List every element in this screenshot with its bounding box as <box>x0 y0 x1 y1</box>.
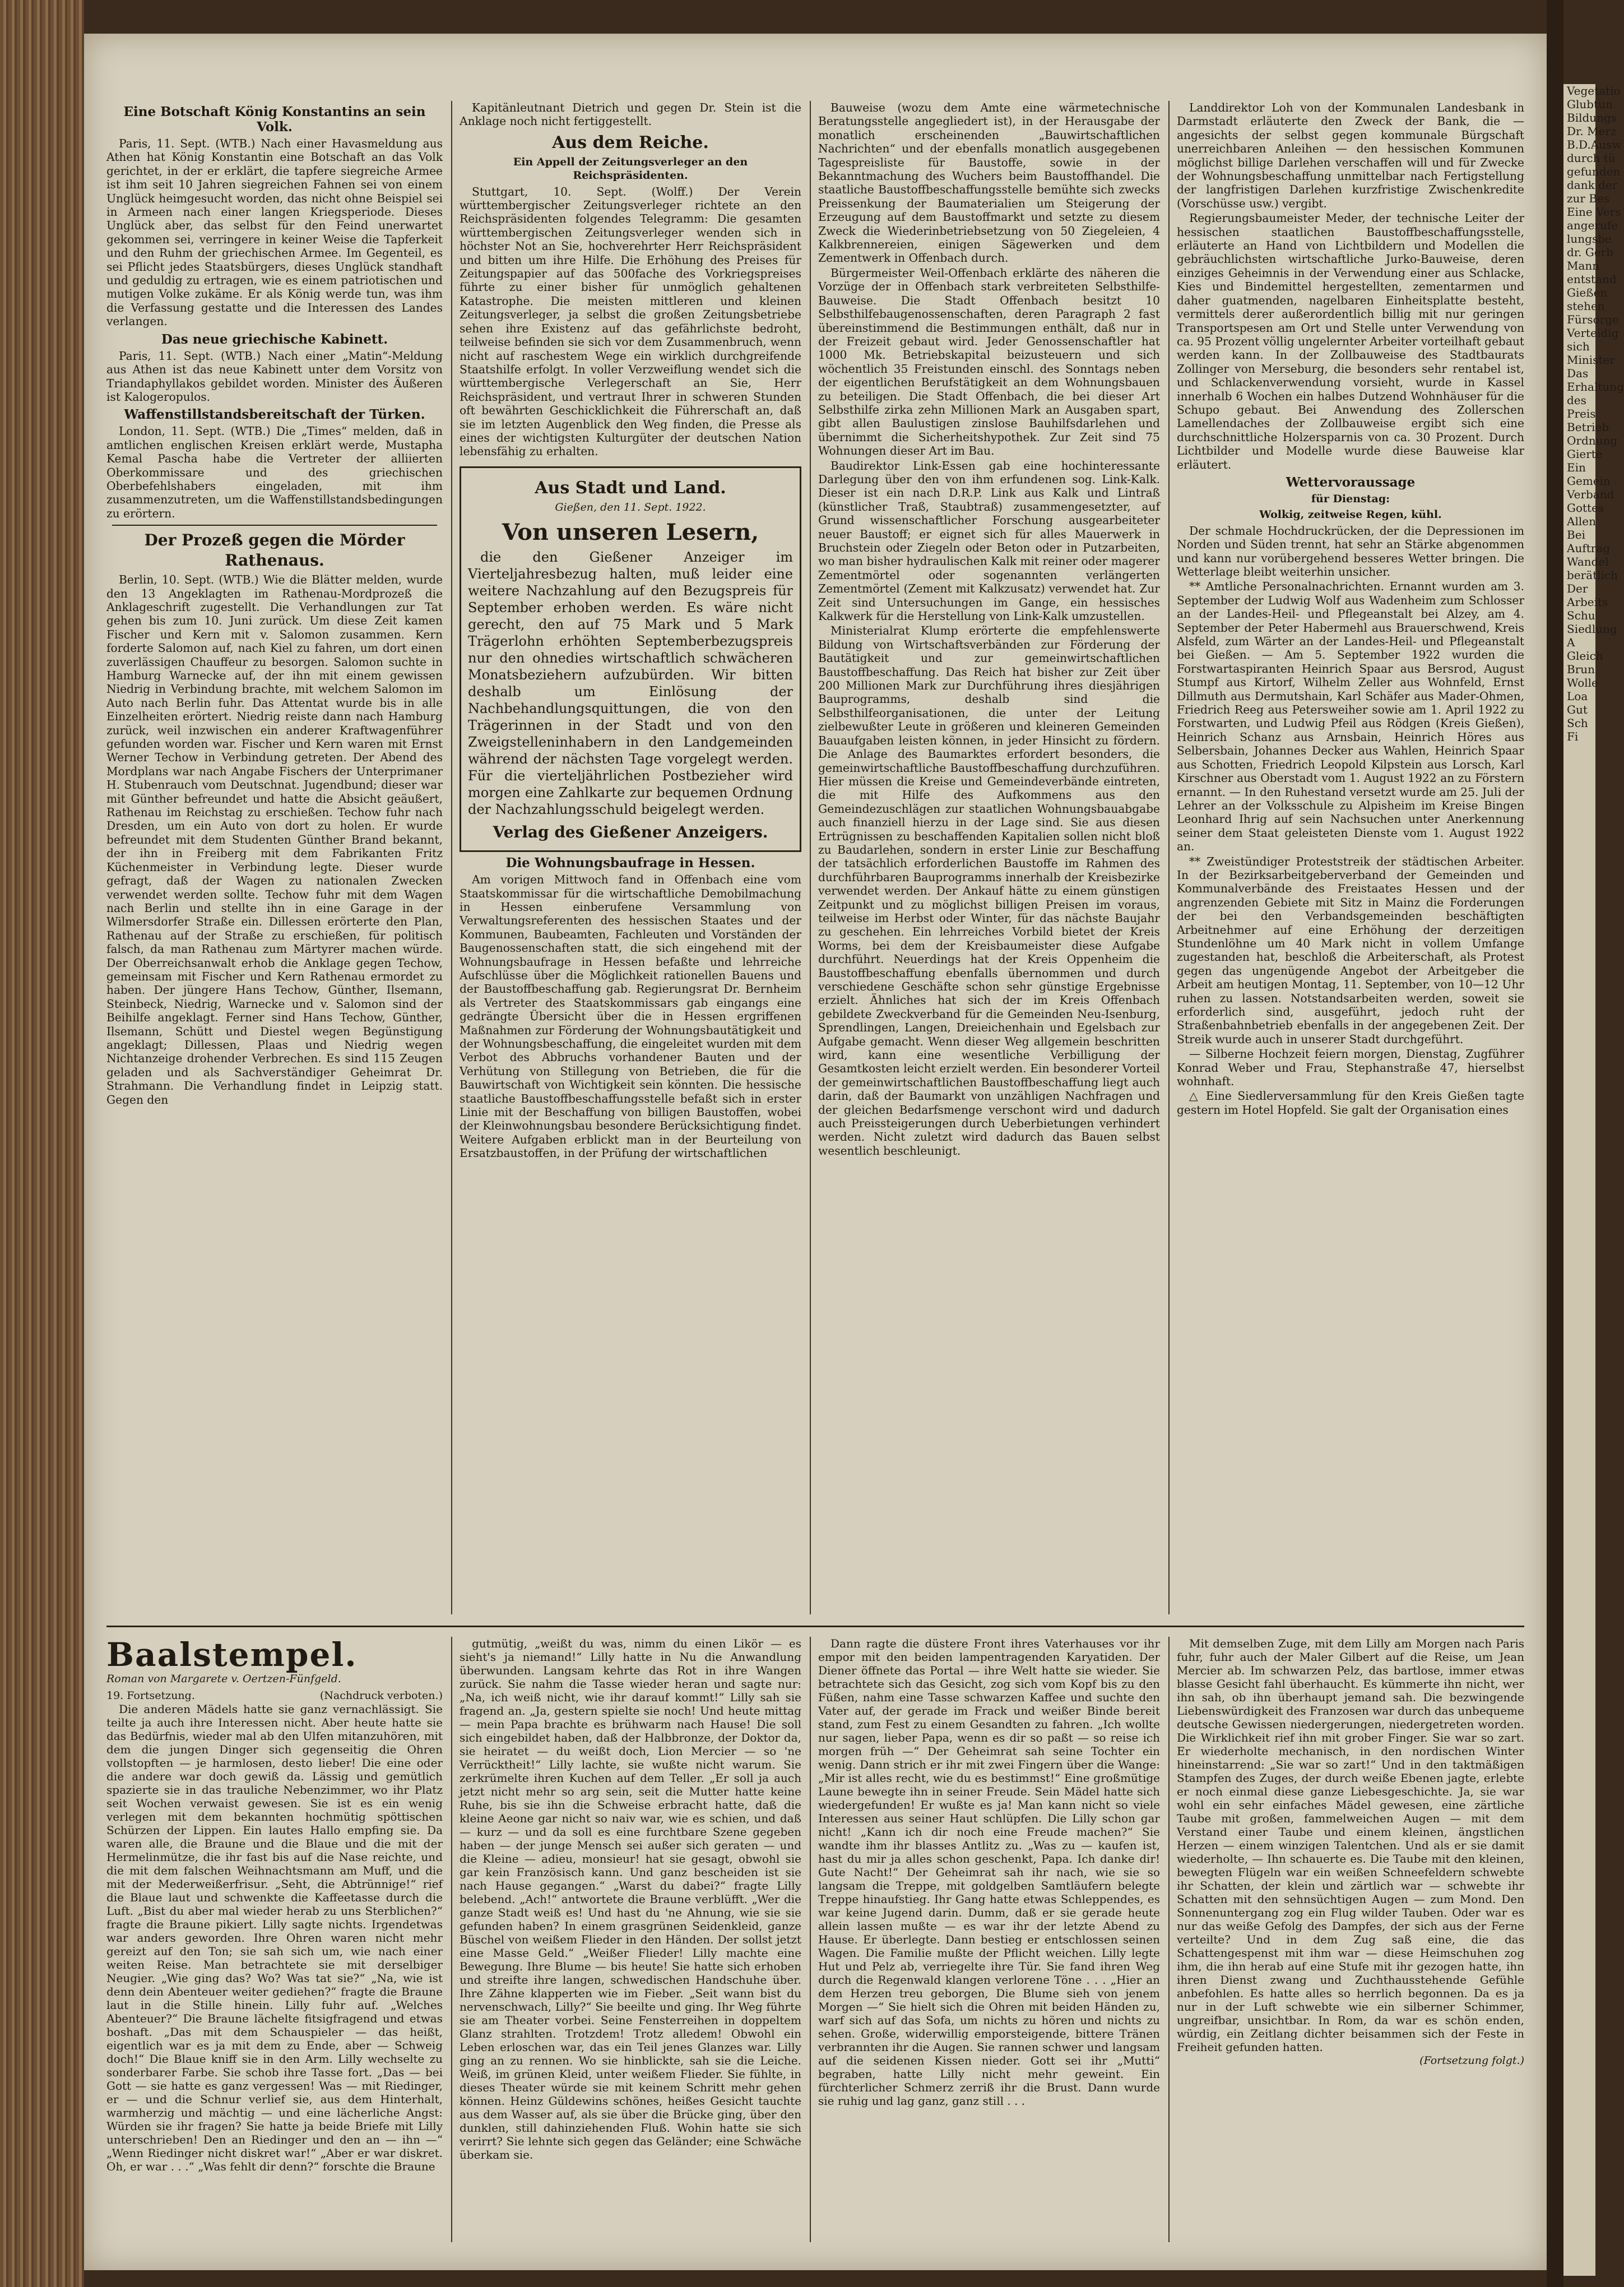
facing-page-line: A <box>1567 636 1575 649</box>
facing-page-line: Loa <box>1567 689 1588 703</box>
page-gutter <box>1547 0 1563 2287</box>
facing-page-line: Ein <box>1567 461 1586 474</box>
column-rule <box>810 101 811 1614</box>
facing-page-line: dr. Gerb <box>1567 246 1614 259</box>
facing-page-line: Das <box>1567 367 1589 380</box>
divider <box>112 525 437 526</box>
facing-page-line: zur Bes <box>1567 192 1610 205</box>
facing-page-line: dank der <box>1567 178 1618 192</box>
weather-summary: Wolkig, zeitweise Regen, kühl. <box>1259 508 1442 521</box>
article-text: — Silberne Hochzeit feiern morgen, Dienstag, Zugführer Konrad Weber und Frau, Stephanstraße 47, hierselbst wohnhaft. <box>1177 1047 1524 1089</box>
article-heading-kabinett: Das neue griechische Kabinett. <box>161 331 388 347</box>
serial-text: Dann ragte die düstere Front ihres Vaterhauses vor ihr empor mit den beiden lampentragenden Karyatiden. Der Diener öffnete das Portal — ihre Welt hatte sie wieder. Sie betrachtete sich das Gesicht, zog sich vom Kopf bis zu den Füßen, nahm eine Tasse schwarzen Kaffee und suchte den Vater auf, der gerade im Frack und weißer Binde bereit stand, zum Fest zu einem Gesandten zu fahren. „Ich wollte nur sagen, lieber Papa, wenn es dir so paßt — so reise ich morgen früh —“ Der Geheimrat sah seine Tochter ein wenig. Dann strich er ihr mit zwei Fingern über die Wange: „Mir ist alles recht, wie du es bestimmst!“ Eine großmütige Laune bewegte ihn in seiner Freude. Sein Mädel hatte sich wiedergefunden! Er wußte es ja! Man kann nicht so viele Interessen aus seiner Haut schlüpfen. Die Lilly schon gar nicht! „Kann ich dir noch eine Freude machen?“ Sie wandte ihm ihr blasses Antlitz zu. „Was zu — kaufen ist, hast du mir ja alles schon geschenkt, Papa. Ich danke dir! Gute Nacht!“ Der Geheimrat sah ihr nach, wie sie so langsam die Treppe, mit goldgelben Samtläufern belegte Treppe hinaufstieg. Ihr Gang hatte etwas Schleppendes, es war keine Jugend darin. Dumm, daß er sie gerade heute allein lassen mußte — es war ihr der letzte Abend zu Hause. Er überlegte. Dann bestieg er entschlossen seinen Wagen. Die Familie mußte der Pflicht weichen. Lilly legte Hut und Pelz ab, verriegelte ihre Tür. Sie fand ihren Weg durch die Regenwald klangen verlorene Töne . . . „Hier an dem Herzen treu geborgen, Die Blume sieh von jenem Morgen —“ Sie hielt sich die Ohren mit beiden Händen zu, warf sich auf das Sofa, um nichts zu hören und nichts zu sehen. Große, widerwillig emporsteigende, bittere Tränen verbrannten ihr die Augen. Sie rannen schwer und langsam auf die seidenen Kissen nieder. Gott sei ihr „Mutti“ begraben, hatte Lilly nicht mehr geweint. Ein fürchterlicher Schmerz zerriß ihr die Brust. Dann wurde sie ruhig und lag ganz, ganz still . . . <box>818 1637 1160 2108</box>
article-text: Paris, 11. Sept. (WTB.) Nach einer Havasmeldung aus Athen hat König Konstantin eine Botschaft an das Volk gerichtet, in der er erklärt, die tapfere siegreiche Armee ist ihm seit 10 Jahren siegreichen Fahnen sei von einem Unglück heimgesucht worden, das nicht ohne Beispiel sei in Armeen nach einer langen Kriegsperiode. Dieses Unglück aber, das selbst für den Feind unerwartet gekommen sei, verringere in keiner Weise die Tapferkeit und den Ruhm der griechischen Armee. Im Gegenteil, es sei Pflicht jedes Staatsbürgers, dieses Unglück standhaft und geduldig zu ertragen, wie es einem patriotischen und mutigen Volke zukäme. Er als König werde tun, was ihm die Verfassung gestatte und die Interessen des Landes verlangen. <box>106 137 443 328</box>
facing-page-line: Dr. Merz <box>1567 124 1617 138</box>
facing-page-line: Wandel <box>1567 555 1609 568</box>
column-1 <box>106 101 443 1620</box>
article-text: Baudirektor Link-Essen gab eine hochinteressante Darlegung über den von ihm erfundenen sog. Link-Kalk. Dieser ist ein nach D.R.P. Link aus Kalk und Lintraß (künstlicher Traß, Staubtraß) zusammengesetzter, auf Grund wissenschaftlicher Forschung ausgearbeiteter neuer Baustoff; er eignet sich für alles Mauerwerk in Bruchstein oder Ziegeln oder Beton oder in Putzarbeiten, wo man bisher hydraulischen Kalk mit reiner oder magerer Zementmörtel oder sogenannten verlängerten Zementmörtel (Zement mit Kalkzusatz) verwendet hat. Zur Zeit sind Untersuchungen im Gange, ein hessisches Kalkwerk für die Herstellung von Link-Kalk umzustellen. <box>818 459 1160 623</box>
article-heading-rathenau: Der Prozeß gegen die Mörder Rathenaus. <box>144 531 405 570</box>
article-text: ** Amtliche Personalnachrichten. Ernannt wurden am 3. September der Ludwig Wolf aus Wadenheim zum Schlosser an der Landes-Heil- und Pflegeanstalt bei Alzey, am 4. September der Peter Habermehl aus Brauerschwend, Kreis Alsfeld, zum Wärter an der Landes-Heil- und Pflegeanstalt bei Gießen. — Am 5. September 1922 wurden die Forstwartaspiranten Heinrich Spaar aus Bersrod, August Stumpf aus Kirtorf, Wilhelm Zeller aus Wohnfeld, Ernst Dillmuth aus Dermutshain, Karl Schäfer aus Mader-Ohmen, Friedrich Reeg aus Petersweiher sowie am 1. April 1922 zu Forstwarten, und Ludwig Pfeil aus Rödgen (Kreis Gießen), Heinrich Schanz aus Arnsbain, Heinrich Höres aus Selbersbain, Johannes Decker aus Wahlen, Heinrich Spaar aus Schotten, Friedrich Leopold Kilpstein aus Lorsch, Karl Kirschner aus Oberstadt vom 1. August 1922 an zu Förstern ernannt. — In den Ruhestand versetzt wurde am 25. Juli der Lehrer an der Volksschule zu Alpisheim im Kreise Bingen Leonhard Ihrig auf sein Nachsuchen unter Anerkennung seiner dem Staat geleisteten Dienste vom 1. August 1922 an. <box>1177 580 1524 854</box>
facing-page-line: Auftrag <box>1567 541 1611 555</box>
weather-heading: Wettervoraussage <box>1286 474 1416 490</box>
notice-heading: Von unseren Lesern, <box>502 519 759 546</box>
article-heading-konstantin: Eine Botschaft König Konstantins an sein Volk. <box>123 104 426 135</box>
article-text: Kapitänleutnant Dietrich und gegen Dr. Stein ist die Anklage noch nicht fertiggestellt. <box>460 101 801 128</box>
article-text: Am vorigen Mittwoch fand in Offenbach eine vom Staatskommissar für die wirtschaftliche Demobilmachung in Hessen einberufene Versammlung von Verwaltungsreferenten des hessischen Staates und der Kommunen, Baubeamten, Fachleuten und Vorständen der Baugenossenschaften statt, die sich eingehend mit der Wohnungsbaufrage in Hessen befaßte und lehrreiche Aufschlüsse über die Möglichkeit rationellen Bauens und der Baustoffbeschaffung gab. Regierungsrat Dr. Bernheim als Vertreter des Staatskommissars gab eingangs eine gedrängte Übersicht über die in Hessen ergriffenen Maßnahmen zur Förderung der Wohnungsbautätigkeit und der Wohnungsbeschaffung, die eingeleitet wurden mit dem Verbot des Abbruchs vorhandener Bauten und der Verhütung von Stillegung von Betrieben, die für die Bauwirtschaft von Wichtigkeit sein könnten. Die hessische staatliche Baustoffbeschaffungsstelle befaßt sich in erster Linie mit der Beschaffung von billigen Baustoffen, wobei der Kleinwohnungsbau besondere Berücksichtigung findet. Weitere Aufgaben erblickt man in der Beurteilung von Ersatzbaustoffen, in der Prüfung der wirtschaftlichen <box>460 873 801 1160</box>
article-subheading: Ein Appell der Zeitungsverleger an den Reichspräsidenten. <box>513 155 748 182</box>
column-rule <box>1168 101 1170 1614</box>
facing-page-text <box>1563 84 1624 743</box>
facing-page-line: Bei <box>1567 528 1585 541</box>
facing-page-line: Fürsorge <box>1567 313 1619 326</box>
facing-page-line: Gottes <box>1567 501 1604 515</box>
facing-page-line: entstand <box>1567 272 1617 286</box>
facing-page-line: lungsbe <box>1567 232 1612 246</box>
serial-column-1 <box>106 1637 443 2248</box>
facing-page-line: Brun <box>1567 663 1595 676</box>
serial-text: gutmütig, „weißt du was, nimm du einen Likör — es sieht's ja niemand!“ Lilly hatte in Nu die Anwandlung überwunden. Langsam kehrte das Rot in ihre Wangen zurück. Sie nahm die Tasse wieder heran und sagte nur: „Na, ich weiß nicht, wie ihr darauf kommt!“ Lilly sah sie fragend an. „Ja, gestern spielte sie noch! Und heute mittag — mein Papa brachte es brühwarm nach Hause! Die soll sich eingebildet haben, daß der Halbbronze, der Doktor da, sie heiratet — du weißt doch, Lion Mercier — so 'ne Verrücktheit!“ Lilly lachte, sie wußte nicht warum. Sie zerkrümelte ihren Kuchen auf dem Teller. „Er soll ja auch jetzt nicht mehr so arg sein, seit die Mutter hatte keine Ruhe, bis sie ihn die Schweise erbracht hatte, daß die kleine Aeone gar nicht so naiv war, wie es schien, und daß — kurz — und da soll es eine furchtbare Szene gegeben haben — der junge Mensch sei außer sich geraten — und die Kleine — adieu, monsieur! hat sie gesagt, obwohl sie gar kein Französisch kann. Und ganz bescheiden ist sie nach Hause gegangen.“ „Warst du dabei?“ fragte Lilly belebend. „Ach!“ antwortete die Braune verblüfft. „Wer die ganze Stadt weiß es! Und hast du 'ne Ahnung, wie sie sie gefunden haben? In einem grasgrünen Seidenkleid, ganze Büschel von weißem Flieder in den Händen. Der sollst jetzt eine Masse Geld.“ „Weißer Flieder! Lilly machte eine Bewegung. Ihre Blume — bis heute! Sie hatte sich erhoben und streifte ihre langen, schwedischen Handschuhe über. Ihre Zähne klapperten wie im Fieber. „Seit wann bist du nervenschwach, Lilly?“ Sie beeilte und ging. Ihr Weg führte sie am Theater vorbei. Seine Fensterreihen in doppeltem Glanz strahlten. Trotzdem! Trotz alledem! Obwohl ein Leben erloschen war, das ein Teil jenes Glanzes war. Lilly ging an zu rennen. Wo sie hinblickte, sah sie die Leiche. Weiß, im grünen Kleid, unter weißem Flieder. Sie fühlte, in dieses Theater würde sie mit keinem Schritt mehr gehen können. Heinz Güldewins schönes, heißes Gesicht tauchte aus dem Wasser auf, als sie über die Brücke ging, über den dunklen, still dahinziehenden Fluß. Wohin hatte sie sich verirrt? Sie lehnte sich gegen das Geländer; eine Schwäche überkam sie. <box>460 1637 801 2161</box>
section-heading-reich: Aus dem Reiche. <box>552 132 709 152</box>
facing-page-line: Gemein <box>1567 474 1611 488</box>
article-text: ** Zweistündiger Proteststreik der städtischen Arbeiter. In der Bezirksarbeitgeberverband der Gemeinden und Kommunalverbände des Freistaates Hessen und der angrenzenden Gebiete mit Sitz in Mainz die Forderungen der bei den Verbandsgemeinden beschäftigten Arbeitnehmer auf eine Erhöhung der derzeitigen Stundenlöhne um 40 Mark nicht in vollem Umfange zugestanden hat, beschloß die Arbeiterschaft, als Protest gegen das ungenügende Angebot der Arbeitgeber die Arbeit am heutigen Montag, 11. September, von 10—12 Uhr ruhen zu lassen. Notstandsarbeiten werden, soweit sie erforderlich sind, ausgeführt, jedoch ruht der Straßenbahnbetrieb ebenfalls in der angegebenen Zeit. Der Streik wurde auch in unserer Stadt durchgeführt. <box>1177 854 1524 1046</box>
article-text: London, 11. Sept. (WTB.) Die „Times“ melden, daß in amtlichen englischen Kreisen erklärt werde, Mustapha Kemal Pascha habe die Vertreter der alliierten Oberkommissare und des griechischen Oberbefehlshabers eingeladen, mit ihm zusammenzutreten, um die Waffenstillstandsbedingungen zu erörtern. <box>106 424 443 520</box>
facing-page-line: Betrieb <box>1567 420 1609 434</box>
facing-page-line: Der <box>1567 582 1588 595</box>
article-text: Berlin, 10. Sept. (WTB.) Wie die Blätter melden, wurde den 13 Angeklagten im Rathenau-Mordprozeß die Anklageschrift zugestellt. Die Verhandlungen zur Tat gehen bis zum 10. Juni zurück. Um diese Zeit kamen Fischer und Kern mit v. Salomon zusammen. Kern forderte Salomon auf, nach Kiel zu fahren, um dort einen zuverlässigen Chauffeur zu besorgen. Salomon suchte in Hamburg Warnecke auf, der ihn mit einem gewissen Niedrig in Verbindung brachte, mit welchem Salomon im Auto nach Berlin fuhr. Das Attentat wurde bis in alle Einzelheiten erörtert. Niedrig reiste dann nach Hamburg zurück, weil inzwischen ein anderer Kraftwagenführer gefunden worden war. Fischer und Kern waren mit Ernst Werner Techow in Verbindung getreten. Der Abend des Mordplans war nach Angabe Fischers der Unterprimaner H. Stubenrauch vom Deutschnat. Jugendbund; dieser war mit Günther befreundet und hatte die Absicht geäußert, Rathenau im Reichstag zu erschießen. Techow fuhr nach Dresden, um ein Auto von dort zu holen. Er wurde befreundet mit dem Studenten Günther Brand bekannt, der ihn in Freiberg mit dem Fabrikanten Fritz Küchenmeister in Verbindung legte. Dieser wurde gefragt, daß der Wagen zu nationalen Zwecken verwendet werden sollte. Techow fuhr mit dem Wagen nach Berlin und stellte ihn in eine Garage in der Wilmersdorfer Straße ein. Dillessen erörterte den Plan, Rathenau auf der Straße zu erschießen, für politisch falsch, da man Rathenau zum Märtyrer machen würde. Der Oberreichsanwalt erhob die Anklage gegen Techow, gemeinsam mit Fischer und Kern Rathenau ermordet zu haben. Der jüngere Hans Techow, Günther, Ilsemann, Steinbeck, Niedrig, Warnecke und v. Salomon sind der Beihilfe angeklagt. Ferner sind Hans Techow, Günther, Ilsemann, Schütt und Diestel wegen Begünstigung angeklagt; Dillessen, Plaas und Niedrig wegen Nichtanzeige drohender Verbrechen. Es sind 115 Zeugen geladen und als Sachverständiger Geheimrat Dr. Strahmann. Die Verhandlung findet in Leipzig statt. Gegen den <box>106 573 443 1107</box>
facing-page-line: Vegetatio <box>1567 84 1621 98</box>
article-text: △ Eine Siedlerversammlung für den Kreis Gießen tagte gestern im Hotel Hopfeld. Sie galt der Organisation eines <box>1177 1089 1524 1117</box>
facing-page-line: B.D.Ausw <box>1567 138 1622 151</box>
facing-page-line: Allen <box>1567 515 1596 528</box>
weather-text: Der schmale Hochdruckrücken, der die Depressionen im Norden und Süden trennt, hat sehr an Stärke abgenommen und kann nur vorübergehend besseres Wetter bringen. Die Wetterlage bleibt weiterhin unsicher. <box>1177 524 1524 578</box>
facing-page-line: Sch <box>1567 716 1588 730</box>
facing-page-line: des <box>1567 393 1586 407</box>
facing-page-line: berätlich <box>1567 568 1618 582</box>
notice-signature: Verlag des Gießener Anzeigers. <box>493 823 768 842</box>
serial-continuation: 19. Fortsetzung. <box>106 1689 195 1702</box>
serial-author: Roman von Margarete v. Oertzen-Fünfgeld. <box>106 1673 341 1685</box>
notice-box <box>460 466 801 852</box>
column-2 <box>460 101 801 1620</box>
facing-page-line: gefunden <box>1567 165 1621 178</box>
serial-column-2 <box>460 1637 801 2248</box>
facing-page-line: Gut <box>1567 703 1588 716</box>
facing-page-line: Minister <box>1567 353 1615 367</box>
column-rule <box>1168 1637 1170 2242</box>
serial-text: Die anderen Mädels hatte sie ganz vernachlässigt. Sie teilte ja auch ihre Interessen nicht. Aber heute hatte sie das Bedürfnis, wieder mal ab den Ulfen mitanzuhören, mit dem die jungen Dinger sich gegenseitig die Ohren vollstopften — je harmlosen, desto lieber! Die eine oder die andere war doch gewiß da. Lässig und gemütlich spazierte sie in das trauliche Nebenzimmer, wo ihr Platz seit Wochen verwaist gewesen. Sie ist es ein wenig verlegen mit dem bekannten hochmütig spöttischen Schürzen der Lippen. Ein lautes Hallo empfing sie. Da waren alle, die Braune und die Blaue und die mit der Hermelinmütze, die ihr fast bis auf die Nase reichte, und die mit dem falschen Weihnachtsmann am Muff, und die mit der Mederweißerfrisur. „Seht, die Abtrünnige!“ rief die Blaue laut und schwenkte die Kaffeetasse durch die Luft. „Bist du aber mal wieder herab zu uns Sterblichen?“ fragte die Braune pikiert. Lilly sagte nichts. Irgendetwas war anders geworden. Ihre Ohren waren nicht mehr gereizt auf den Ton; sie sah sich um, wie nach einer weiten Reise. Man betrachtete sie mit derselbiger Neugier. „Wie ging das? Wo? Was tat sie?“ „Na, wie ist denn dein Abenteuer weiter gediehen?“ fragte die Braune laut in die Stille hinein. Lilly fuhr auf. „Welches Abenteuer?“ Die Braune lächelte fitsigfragend und etwas boshaft. „Das mit dem Schauspieler — das heißt, eigentlich war es ja mit dem zu Ende, aber — Schweig doch!“ Die Blaue kniff sie in den Arm. Lilly wechselte zu sonderbarer Farbe. Sie schob ihre Tasse fort. „Das — bei Gott — sie hatte es ganz vergessen! Was — mit Riedinger, er — und die Schnur verlief sie, aus dem Hinterhalt, warmherzig und mächtig — und eine lächerliche Angst: Würden sie ihr fragen? Sie hatte ja beide Briefe mit Lilly unterschrieben! Den an Riedinger und den an — ihn —“ „Wenn Riedinger nicht diskret war!“ „Aber er war diskret. Oh, er war . . .“ „Was fehlt dir denn?“ forschte die Braune <box>106 1702 443 2173</box>
column-rule <box>451 101 452 1614</box>
column-3 <box>818 101 1160 1620</box>
article-heading-tuerken: Waffenstillstandsbereitschaft der Türken. <box>124 407 425 423</box>
facing-page-line: sich <box>1567 340 1590 353</box>
newspaper-page <box>84 34 1547 2270</box>
article-text: Bauweise (wozu dem Amte eine wärmetechnische Beratungsstelle angegliedert ist), in der Herausgabe der monatlich erscheinenden „Bauwirtschaftlichen Nachrichten“ und der ebenfalls monatlich ausgegebenen Tagespreisliste für Baustoffe, sowie in der Bekanntmachung des Wuchers beim Baustoffhandel. Die staatliche Baustoffbeschaffungsstelle bemühte sich zwecks Preissenkung der Baumaterialien um Steigerung der Erzeugung auf dem Baustoffmarkt und setzte zu diesem Zweck die Wiederinbetriebsetzung von 50 Ziegeleien, 4 Kalkbrennereien, einigen Sägewerken und dem Zementwerk in Offenbach durch. <box>818 101 1160 265</box>
column-rule <box>810 1637 811 2242</box>
reprint-notice: (Nachdruck verboten.) <box>319 1689 443 1702</box>
dateline: Gießen, den 11. Sept. 1922. <box>555 501 706 513</box>
column-rule <box>451 1637 452 2242</box>
facing-page-line: Gierte <box>1567 447 1603 461</box>
facing-page-line: Gleich <box>1567 649 1603 663</box>
facing-page-line: Siedlung <box>1567 622 1617 636</box>
article-text: Landdirektor Loh von der Kommunalen Landesbank in Darmstadt erläuterte den Zweck der Bank, die — angesichts der selbst gegen kommunale Bürgschaft unerreichbaren Anleihen — den hessischen Kommunen möglichst billige Darlehen verschaffen will und für Zwecke der Wohnungsbeschaffung unmittelbar nach Fertigstellung der langfristigen Darlehen kurzfristige Zwischenkredite (Vorschüsse usw.) vergibt. <box>1177 101 1524 210</box>
serial-title: Baalstempel. <box>106 1636 358 1674</box>
facing-page-line: angerufe <box>1567 219 1618 232</box>
facing-page-line: stehen <box>1567 299 1605 313</box>
article-text: Regierungsbaumeister Meder, der technische Leiter der hessischen staatlichen Baustoffbeschaffungsstelle, erläuterte an Hand von Lichtbildern und Modellen die gebräuchlichsten wirtschaftliche Jurko-Bauweise, deren einziges Geheimnis in der Verwendung einer aus Schlacke, Kies und Bindemittel hergestellten, zementarmen und daher guatmenden, nagelbaren Einheitsplatte besteht, vermittels derer außerordentlich billig mit nur geringen Transportspesen am Ort und Stelle unter Verwendung von ca. 95 Prozent völlig ungelernter Arbeiter vorteilhaft gebaut werden kann. In der Zollbauweise des Stadtbaurats Zollinger von Merseburg, die besonders sehr rentabel ist, und Schlackenverwendung vorsieht, wurde in Kassel innerhalb 6 Wochen ein halbes Dutzend Wohnhäuser für die Schupo gebaut. Bei Anwendung des Zollerschen Lamellendaches der Zollbauweise ergibt sich eine durchschnittliche Holzersparnis von ca. 30 Prozent. Durch Lichtbilder und Modelle wurde diese Bauweise klar erläutert. <box>1177 211 1524 471</box>
facing-page-line: durch tü <box>1567 151 1616 165</box>
facing-page-line: Preis <box>1567 407 1596 420</box>
article-text: Stuttgart, 10. Sept. (Wolff.) Der Verein württembergischer Zeitungsverleger richtete an den Reichspräsidenten folgendes Telegramm: Die gesamten württembergischen Zeitungsverleger wenden sich in höchster Not an Sie, hochverehrter Herr Reichspräsident und bitten um ihre Hilfe. Die Erhöhung des Preises für Zeitungspapier auf das 500fache des Vorkriegspreises führte zu einer bisher für unmöglich gehaltenen Katastrophe. Die meisten mittleren und kleinen Zeitungsverleger, ja selbst die großen Zeitungsbetriebe sehen ihre Existenz auf das gefährlichste bedroht, teilweise befinden sie sich vor dem Zusammenbruch, wenn nicht auf raschestem Wege ein wirklich durchgreifende Staatshilfe erfolgt. In voller Verzweiflung wendet sich die württembergische Verlegerschaft an Sie, Herr Reichspräsident, und vertraut Ihrer in schweren Stunden oft bewährten Geschicklichkeit die Führerschaft an, daß sie im letzten Augenblick den Weg finden, die Presse als eines der wichtigsten Kulturgüter der deutschen Nation lebensfähig zu erhalten. <box>460 184 801 459</box>
facing-page-line: Fi <box>1567 730 1579 743</box>
serial-text: Mit demselben Zuge, mit dem Lilly am Morgen nach Paris fuhr, fuhr auch der Maler Gilbert auf die Reise, um Jean Mercier ab. Im schwarzen Pelz, das bartlose, immer etwas blasse Gesicht fahl überhaucht. Es kümmerte ihn nicht, wer ihn sah, ob ihn überhaupt jemand sah. Die bezwingende Liebenswürdigkeit des Franzosen war durch das unbequeme deutsche Gewissen niedergerungen, niedergetreten worden. Die Wirklichkeit rief ihn mit grober Finger. Sie war so zart. Er wiederholte mechanisch, in den nordischen Winter hineinstarrend: „Sie war so zart!“ Und in den taktmäßigen Stampfen des Zuges, der durch weiße Ebenen jagte, erlebte er noch einmal diese ganze Liebesgeschichte. Ja, sie war wohl ein sehr einfaches Mädel gewesen, eine zärtliche Taube mit großen, fammelweichen Augen — mit dem Verstand einer Taube und einem kleinen, ängstlichen Herzen — einem winzigen Talentchen. Und als er sie damit wiederholte, — Ihn schauerte es. Die Taube mit den kleinen, bewegten Flügeln war ein weißen Schneefeldern schwebte ihr Schatten, der klein und zärtlich war — schwebte ihr Schatten mit den sehnsüchtigen Augen — zum Mond. Den Sonnenuntergang zog ein Flug wilder Tauben. Oder war es nur das weiße Gefolg des Dampfes, der sich aus der Ferne verteilte? Und in dem Zug saß eine, die das Schattengespenst mit ihm war — diese Heimschuhen zog ihm, die ihn herab auf eine Stufe mit ihr gezogen hatte, ihn ihren Dienst zwang und Zuchthausstehende Gefühle anbefohlen. Es hatte alles so herrlich begonnen. Da es ja nur in der Luft schwebte wie ein silberner Schimmer, ungreifbar, unsichtbar. In Rom, da war es schön enden, würdig, ein Zeitlang dichter beisammen sich der Feste in Freiheit gefunden hatten. <box>1177 1637 1524 2054</box>
facing-page-line: Arbeits <box>1567 595 1608 609</box>
article-text: Bürgermeister Weil-Offenbach erklärte des näheren die Vorzüge der in Offenbach stark verbreiteten Selbsthilfe-Bauweise. Die Stadt Offenbach besitzt 10 Selbsthilfebaugenossenschaften, deren Paragraph 2 fast übereinstimmend die Bestimmungen enthält, daß nur in der Freizeit gebaut wird. Jeder Genossenschaftler hat 1000 Mk. Betriebskapital beizusteuern und sich wöchentlich 35 Freistunden einschl. des Sonntags neben der eigentlichen Berufstätigkeit an dem Wohnungsbauen zu beteiligen. Die Stadt Offenbach, die bei dieser Art Selbsthilfe zirka zehn Millionen Mark an Ausgaben spart, gibt allen Baulustigen zinslose Bauhilfsdarlehen und übernimmt die Sicherheitshypothek. Zur Zeit sind 75 Wohnungen dieser Art im Bau. <box>818 266 1160 458</box>
notice-text: die den Gießener Anzeiger im Vierteljahresbezug halten, muß leider eine weitere Nachzahlung auf den Bezugspreis für September erhoben werden. Es wäre nicht gerecht, den auf 75 Mark und 5 Mark Trägerlohn erhöhten Septemberbezugspreis nur den ohnedies wirtschaftlich schwächeren Monatsbeziehern aufzubürden. Wir bitten deshalb um Einlösung der Nachbehandlungsquittungen, die von den Trägerinnen in der Stadt und von den Zweigstelleninhabern in den Landgemeinden während der nächsten Tage vorgelegt werden. Für die vierteljährlichen Postbezieher wird morgen eine Zahlkarte zur bequemen Ordnung der Nachzahlungsschuld beigelegt werden. <box>468 549 793 818</box>
facing-page-line: Gießen <box>1567 286 1608 299</box>
serial-column-4 <box>1177 1637 1524 2231</box>
article-heading-wohnungsbau: Die Wohnungsbaufrage in Hessen. <box>505 855 755 871</box>
facing-page-line: Verteidig <box>1567 326 1619 340</box>
facing-page-fragment <box>1563 84 1624 2276</box>
facing-page-line: Verband <box>1567 488 1614 501</box>
serial-meta <box>106 1689 443 1702</box>
facing-page-line: Erhaltung <box>1567 380 1624 393</box>
book-binding <box>0 0 84 2287</box>
feuilleton-rule <box>106 1626 1524 1627</box>
facing-page-line: Glubtun <box>1567 98 1613 111</box>
article-text: Paris, 11. Sept. (WTB.) Nach einer „Matin“-Meldung aus Athen ist das neue Kabinett unter dem Vorsitz von Triandaphyllakos gebildet worden. Minister des Äußeren ist Kalogeropulos. <box>106 349 443 404</box>
facing-page-line: Eine Vers <box>1567 205 1621 219</box>
facing-page-line: Schu <box>1567 609 1595 622</box>
facing-page-line: Wolle <box>1567 676 1598 689</box>
facing-page-line: Ordnung <box>1567 434 1618 447</box>
serial-to-be-continued: (Fortsetzung folgt.) <box>1419 2054 1524 2067</box>
article-text: Ministerialrat Klump erörterte die empfehlenswerte Bildung von Wirtschaftsverbänden zur Förderung der Bautätigkeit und zur gemeinwirtschaftlichen Baustoffbeschaffung. Das Reich hat bisher zur Zeit über 200 Millionen Mark zur Durchführung ihres diesjährigen Bauprogramms, deshalb sind die Selbsthilfeorganisationen, die unter der Leitung zielbewußter Leute in größeren und kleineren Gemeinden Bauaufgaben leisten können, in jeder Hinsicht zu fördern. Die Anlage des Baumarktes erfordert besonders, die gemeinwirtschaftliche Baustoffbeschaffung durchzuführen. Hier müssen die Kreise und Gemeindeverbände eintreten, die mit Hilfe des Aufkommens aus den Gemeindezuschlägen zur staatlichen Wohnungsbauabgabe auch finanziell hierzu in der Lage sind. Sie aus diesen Ertrügnissen zu beschaffenden Kapitalien sollen nicht bloß zu Baudarlehen, sondern in erster Linie zur Beschaffung der tatsächlich erforderlichen Baustoffe im Rahmen des durchführbaren Bauprogramms innerhalb der Kreisbezirke verwendet werden. Der Ankauf hätte zu einem günstigen Zeitpunkt und zu möglichst billigen Preisen im voraus, teilweise im Herbst oder Winter, für das nächste Baujahr zu geschehen. Ein lehrreiches Vorbild bietet der Kreis Worms, bei dem der Kreisbaumeister diese Aufgabe durchführt. Neuerdings hat der Kreis Oppenheim die Baustoffbeschaffung ebenfalls übernommen und durch verschiedene Geschäfte schon sehr günstige Ergebnisse erzielt. Ähnliches hat sich der im Kreis Offenbach gebildete Zweckverband für die Gemeinden Neu-Isenburg, Sprendlingen, Langen, Dreieichenhain und Egelsbach zur Aufgabe gemacht. Wenn dieser Weg allgemein beschritten wird, kann eine wesentliche Verbilligung der Gesamtkosten leicht erzielt werden. Ein besonderer Vorteil der gemeinwirtschaftlichen Baustoffbeschaffung liegt auch darin, daß der Baumarkt von unzähligen Nachfragen und der gleichen Bedarfsmenge verschont wird und dadurch auch Preissteigerungen durch Ueberbietungen verhindert werden. Nicht zuletzt wird dadurch das Bauen selbst wesentlich beschleunigt. <box>818 624 1160 1158</box>
facing-page-line: Bildungs <box>1567 111 1617 124</box>
weather-day: für Dienstag: <box>1311 492 1390 505</box>
serial-column-3 <box>818 1637 1160 2248</box>
section-heading-stadt-land: Aus Stadt und Land. <box>535 478 726 498</box>
facing-page-line: Mann <box>1567 259 1600 272</box>
column-4 <box>1177 101 1524 1620</box>
